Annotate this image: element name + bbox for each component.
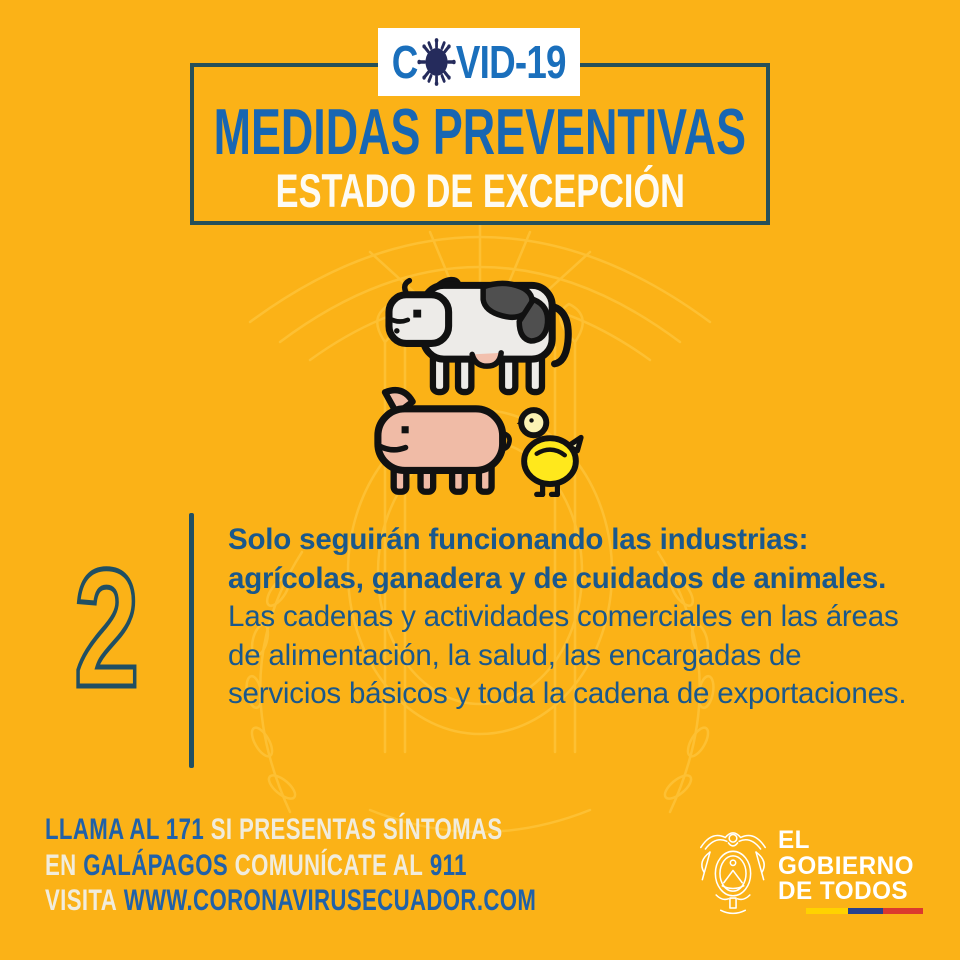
- hotline-segment: LLAMA AL 171: [45, 813, 205, 846]
- flag-red-segment: [883, 908, 923, 914]
- pig-icon: [370, 386, 520, 498]
- hotline-line-2: [45, 848, 536, 884]
- logo-line-de-todos: DE TODOS: [778, 877, 909, 905]
- logo-line-gobierno: GOBIERNO: [778, 851, 914, 880]
- hotline-segment: GALÁPAGOS: [83, 848, 229, 882]
- measure-text-bold: Solo seguirán funcionando las industrias: agrícolas, ganadera y de cuidados de animales.: [228, 523, 887, 595]
- hotline-website: WWW.CORONAVIRUSECUADOR.COM: [123, 884, 537, 917]
- government-logo-text: [778, 828, 918, 905]
- hotline-line-3: [45, 883, 536, 919]
- cow-icon: [378, 266, 582, 402]
- chicken-icon: [516, 404, 584, 499]
- hotline-segment: VISITA: [45, 884, 118, 917]
- logo-line-el: EL: [778, 826, 810, 854]
- hotline-segment: COMUNÍCATE AL: [234, 848, 424, 882]
- ecuador-flag-bar: [806, 908, 923, 914]
- page-subtitle: ESTADO DE EXCEPCIÓN: [275, 164, 685, 217]
- hotline-line-1: [45, 812, 536, 848]
- measure-text: [228, 521, 920, 714]
- hotline-segment: EN: [45, 848, 77, 882]
- flag-yellow-segment: [806, 908, 848, 914]
- hotline-segment: SI PRESENTAS SÍNTOMAS: [210, 813, 503, 846]
- vertical-divider: [189, 513, 194, 768]
- ecuador-coat-of-arms-icon: [694, 826, 772, 918]
- covid-badge: [378, 28, 580, 96]
- covid-badge-suffix: VID-19: [456, 36, 566, 88]
- hotline-segment: 911: [429, 848, 467, 882]
- coronavirus-icon: [416, 36, 458, 88]
- covid-badge-prefix: C: [392, 36, 418, 88]
- measure-number: 2: [74, 534, 140, 722]
- flag-blue-segment: [848, 908, 883, 914]
- page-title: MEDIDAS PREVENTIVAS: [213, 95, 747, 168]
- measure-text-regular: Las cadenas y actividades comerciales en las áreas de alimentación, la salud, las encargadas de servicios básicos y toda la cadena de exportaciones.: [228, 600, 907, 710]
- hotline-info: [45, 812, 709, 919]
- government-logo: [694, 824, 926, 924]
